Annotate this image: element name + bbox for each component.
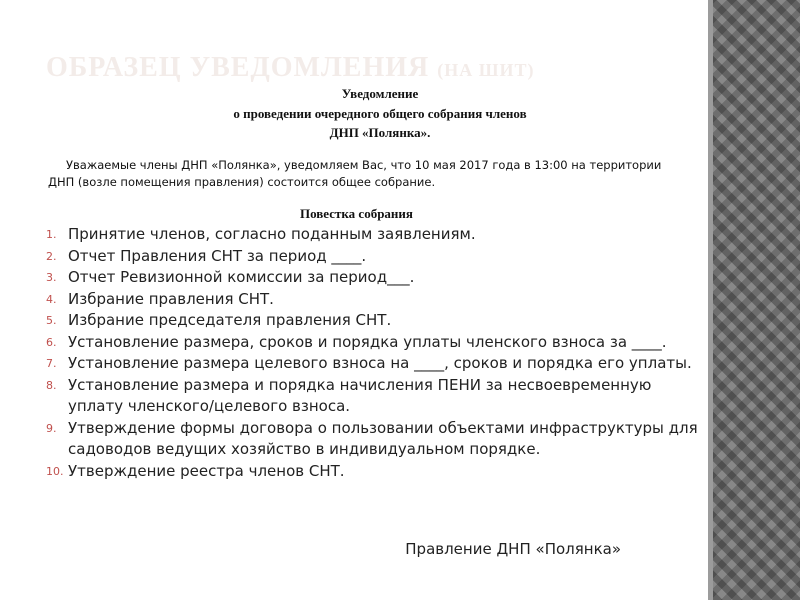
agenda-item-text: Утверждение реестра членов СНТ. [68,461,345,480]
signature: Правление ДНП «Полянка» [405,540,621,558]
agenda-item-text: Установление размера и порядка начисления ПЕНИ за несвоевременную уплату членского/целевого взноса. [68,375,652,415]
agenda-item-text: Отчет Ревизионной комиссии за период___. [68,268,415,286]
agenda-item-number: 3. [46,271,57,284]
agenda-item [46,224,708,246]
agenda-item [46,332,708,354]
agenda-item-number: 8. [46,378,57,392]
agenda-item [46,418,708,461]
agenda-item-number: 1. [46,228,57,241]
slide-title-main: ОБРАЗЕЦ УВЕДОМЛЕНИЯ [46,52,430,83]
agenda-item [46,353,708,375]
greeting-paragraph [48,157,688,191]
decorative-pattern-panel [713,0,800,600]
agenda-list [46,224,708,482]
agenda-item-number: 6. [46,335,57,349]
agenda-item-text: Избрание правления СНТ. [68,289,274,308]
agenda-item [46,461,708,483]
agenda-item-text: Отчет Правления СНТ за период ____. [68,246,367,265]
agenda-item-text: Утверждение формы договора о пользовании объектами инфраструктуры для садоводов ведущих хозяйство в индивидуальном порядке. [68,418,698,458]
greeting-text: Уважаемые члены ДНП «Полянка», уведомляем Вас, что 10 мая 2017 года в 13:00 на территории ДНП (возле помещения правления) состоится общее собрание. [48,158,662,189]
agenda-item-number: 5. [46,314,57,327]
slide-title [46,52,535,84]
agenda-item-number: 7. [46,357,57,370]
agenda-item [46,267,708,289]
notice-heading: Уведомление [341,86,419,101]
notice-subheading: о проведении очередного общего собрания членов [233,106,527,121]
agenda-item-number: 4. [46,292,57,306]
agenda-item-text: Установление размера целевого взноса на ____, сроков и порядка его уплаты. [68,354,692,372]
agenda-item-number: 2. [46,249,57,263]
agenda-item-number: 9. [46,421,57,435]
agenda-item-text: Установление размера, сроков и порядка уплаты членского взноса за ____. [68,332,667,351]
agenda-item [46,310,708,332]
agenda-item [46,246,708,268]
agenda-item [46,375,708,418]
agenda-item-text: Принятие членов, согласно поданным заявлениям. [68,225,476,243]
agenda-title: Повестка собрания [300,206,413,221]
agenda-item-number: 10. [46,464,64,478]
agenda-item-text: Избрание председателя правления СНТ. [68,311,392,329]
organization-name: ДНП «Полянка». [329,125,431,140]
slide-title-note: (НА ШИТ) [437,60,535,80]
agenda-item [46,289,708,311]
